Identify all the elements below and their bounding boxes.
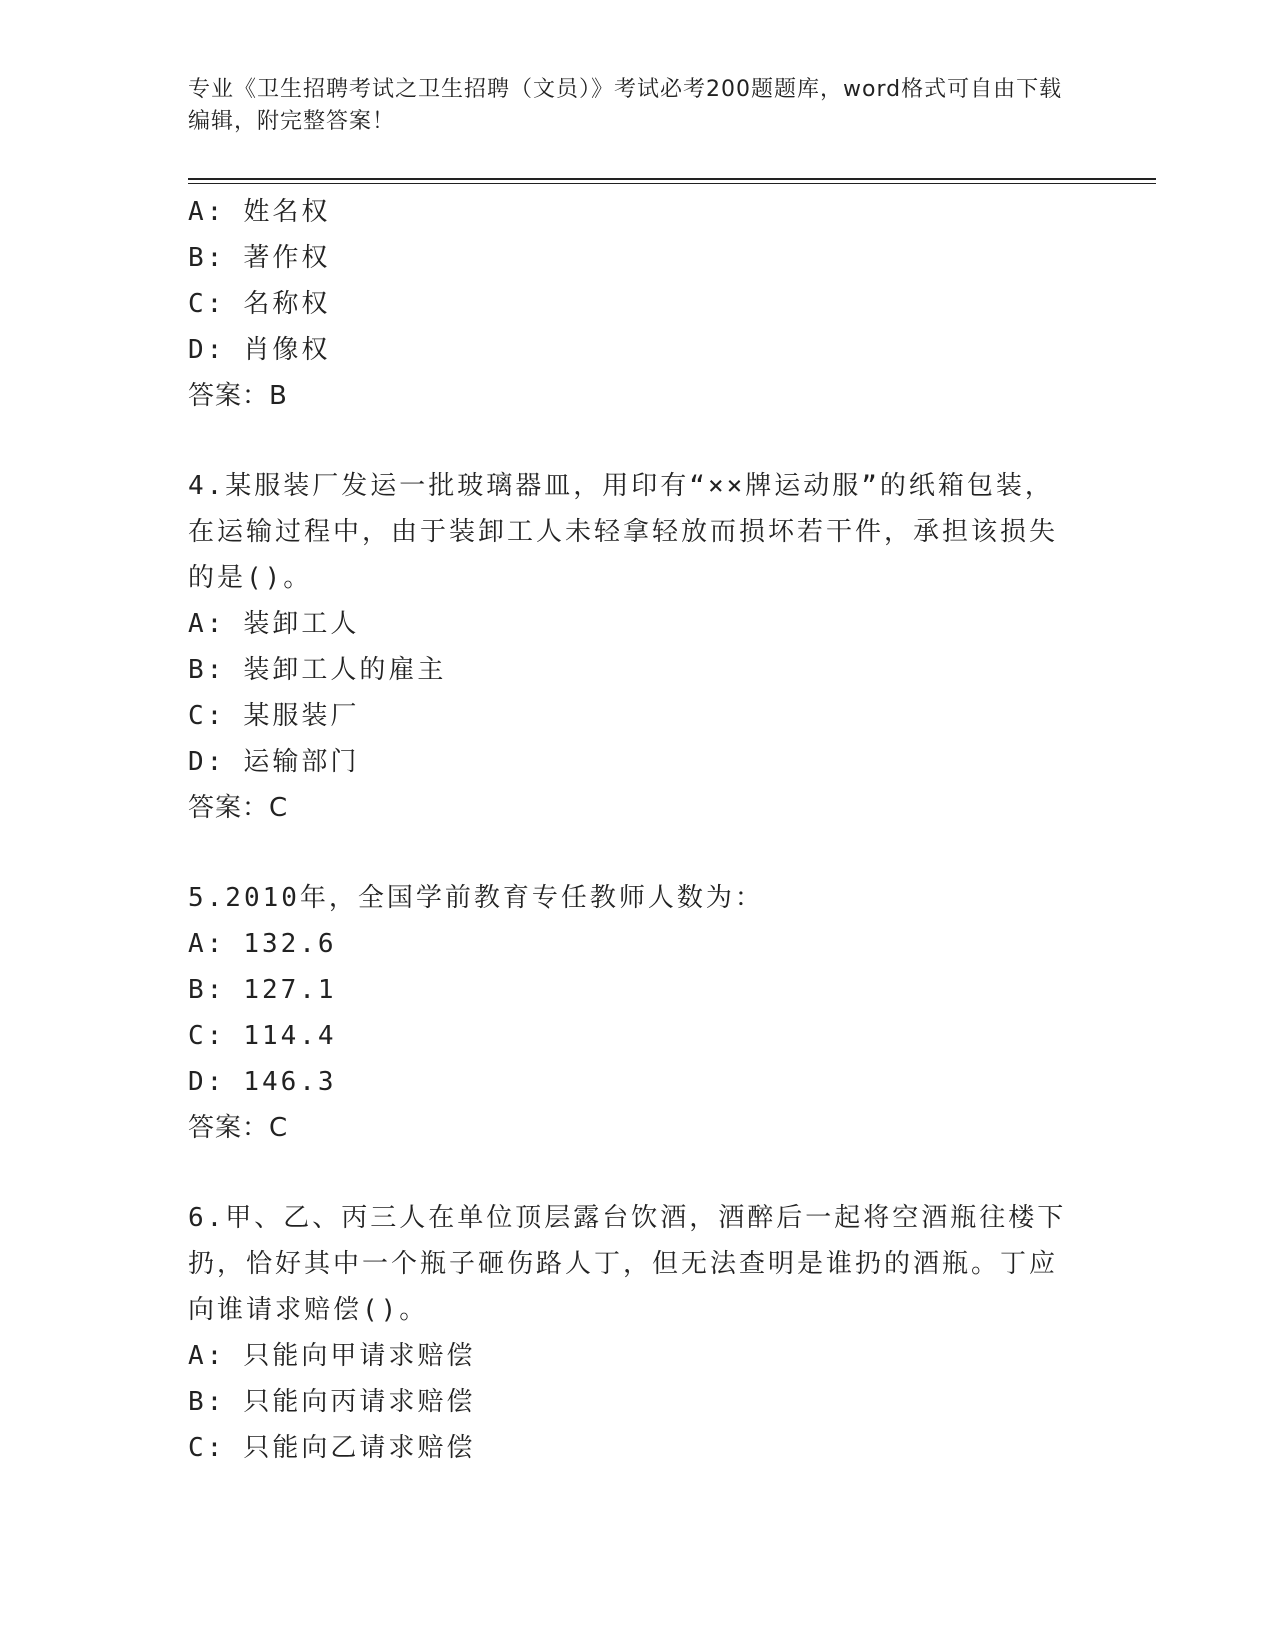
answer: 答案：C [188,1113,289,1143]
option-b: B: 127.1 [188,975,337,1005]
option-d: D: 146.3 [188,1067,337,1097]
option-b: B: 著作权 [188,243,331,273]
header-rule-thick [188,178,1156,180]
question-5 [188,875,1068,1151]
option-a: A: 姓名权 [188,197,331,227]
option-c: C: 名称权 [188,289,331,319]
option-c: C: 某服装厂 [188,701,360,731]
question-4 [188,463,1068,831]
option-a: A: 装卸工人 [188,609,360,639]
option-c: C: 114.4 [188,1021,337,1051]
option-a: A: 只能向甲请求赔偿 [188,1341,476,1371]
option-b: B: 只能向丙请求赔偿 [188,1387,476,1417]
answer: 答案：B [188,381,288,411]
option-a: A: 132.6 [188,929,337,959]
question-stem: 5.2010年，全国学前教育专任教师人数为： [188,883,764,913]
option-d: D: 运输部门 [188,747,360,777]
question-6 [188,1195,1068,1471]
page-header: 专业《卫生招聘考试之卫生招聘（文员）》考试必考200题题库，word格式可自由下载编辑，附完整答案！ [188,77,1063,134]
option-c: C: 只能向乙请求赔偿 [188,1433,476,1463]
question-stem: 4.某服装厂发运一批玻璃器皿，用印有“××牌运动服”的纸箱包装，在运输过程中，由于装卸工人未轻拿轻放而损坏若干件，承担该损失的是()。 [188,471,1059,593]
question-list [188,189,1068,1471]
header-rule-thin [188,183,1156,184]
option-d: D: 肖像权 [188,335,331,365]
question-stem: 6.甲、乙、丙三人在单位顶层露台饮酒，酒醉后一起将空酒瓶往楼下扔，恰好其中一个瓶子砸伤路人丁，但无法查明是谁扔的酒瓶。丁应向谁请求赔偿()。 [188,1203,1067,1325]
option-b: B: 装卸工人的雇主 [188,655,447,685]
question-3 [188,189,1068,419]
answer: 答案：C [188,793,289,823]
